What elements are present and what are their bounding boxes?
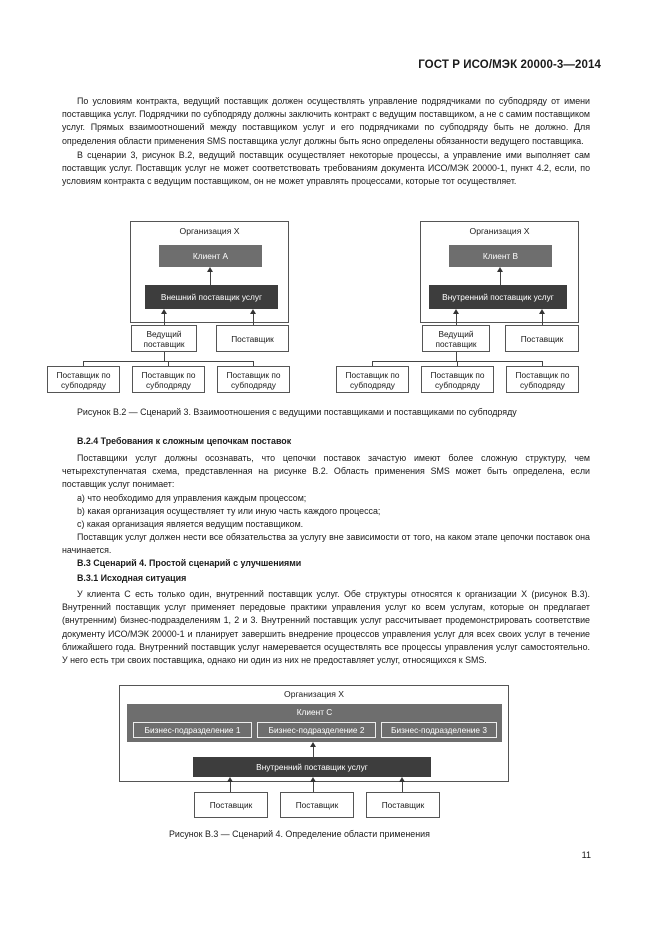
connector <box>313 782 314 792</box>
figure-b3-caption: Рисунок В.3 — Сценарий 4. Определение области применения <box>169 829 430 839</box>
connector <box>164 314 165 325</box>
org-title-right: Организация X <box>469 226 530 236</box>
section-heading-b3: В.3 Сценарий 4. Простой сценарий с улучшениями <box>77 558 302 568</box>
connector <box>253 314 254 325</box>
org-title-b3: Организация X <box>284 689 344 699</box>
section-heading-b24: В.2.4 Требования к сложным цепочкам поставок <box>77 436 292 446</box>
paragraph-3: Поставщики услуг должны осознавать, что цепочки поставок зачастую имеют более сложную структуру, чем четырехступенчатая схема, представленная на рисунке В.2. Область применения SMS может быть определена, если поставщик услуг понимает: <box>62 453 590 490</box>
subcontractor-box-left-3: Поставщик по субподряду <box>217 366 290 393</box>
business-unit-3: Бизнес-подразделение 3 <box>381 722 497 738</box>
arrow-up-icon <box>310 777 316 782</box>
arrow-up-icon <box>539 309 545 314</box>
client-a-box: Клиент А <box>159 245 262 267</box>
paragraph-2: В сценарии 3, рисунок В.2, ведущий поставщик осуществляет некоторые процессы, а управление ими выполняет сам поставщик услуг. Поставщик услуг не может соответствовать требованиям документа ИСО/МЭК 20000-1, пункт 4.2, если, по условиям контракта с ведущим поставщиком, он не может управлять процессами, которые тот осуществляет. <box>62 149 590 187</box>
internal-provider-box: Внутренний поставщик услуг <box>429 285 567 309</box>
client-b-box: Клиент В <box>449 245 552 267</box>
section-heading-b31: В.3.1 Исходная ситуация <box>77 573 187 583</box>
list-item-a: a) что необходимо для управления каждым процессом; <box>77 492 307 503</box>
connector <box>210 272 211 285</box>
arrow-up-icon <box>161 309 167 314</box>
connector <box>402 782 403 792</box>
supplier-box-b3-2: Поставщик <box>280 792 354 818</box>
figure-b2-caption: Рисунок В.2 — Сценарий 3. Взаимоотношения с ведущими поставщиками и поставщиками по субподряду <box>77 407 517 417</box>
page-number: 11 <box>581 850 591 860</box>
list-item-b: b) какая организация осуществляет ту или иную часть каждого процесса; <box>77 505 381 516</box>
arrow-up-icon <box>227 777 233 782</box>
paragraph-4: Поставщик услуг должен нести все обязательства за услугу вне зависимости от того, на каком этапе цепочки поставок она начинается. <box>62 532 590 556</box>
subcontractor-box-right-1: Поставщик по субподряду <box>336 366 409 393</box>
section-b31-text <box>62 588 590 667</box>
subcontractor-box-left-1: Поставщик по субподряду <box>47 366 120 393</box>
arrow-up-icon <box>207 267 213 272</box>
connector <box>230 782 231 792</box>
supplier-box-b3-1: Поставщик <box>194 792 268 818</box>
business-unit-2: Бизнес-подразделение 2 <box>257 722 376 738</box>
supplier-box-left: Поставщик <box>216 325 289 352</box>
paragraph-1: По условиям контракта, ведущий поставщик должен осуществлять управление подрядчиками по субподряду от имени поставщика услуг. Подрядчики по субподряду должны заключить контракт с ведущим поставщиком, а не с самим поставщиком услуг. Прямых взаимоотношений между поставщиком услуг и его подрядчиками по субподряду быть не должно. Для определения области применения SMS поставщика услуг должны быть ясно определены обязанности ведущего поставщика. <box>62 96 590 146</box>
connector <box>456 352 457 361</box>
business-unit-1: Бизнес-подразделение 1 <box>133 722 252 738</box>
document-header: ГОСТ Р ИСО/МЭК 20000-3—2014 <box>418 59 601 71</box>
list-item-c: c) какая организация является ведущим поставщиком. <box>77 519 304 530</box>
lead-supplier-box-left <box>131 325 197 352</box>
connector <box>164 352 165 361</box>
supplier-box-right: Поставщик <box>505 325 579 352</box>
arrow-up-icon <box>250 309 256 314</box>
paragraph-5: У клиента С есть только один, внутренний поставщик услуг. Обе структуры относятся к организации X (рисунок В.3). Внутренний поставщик услуг применяет передовые практики управления услуг ко всем услугам, которые он предлагает (внутренним) бизнес-подразделениям 1, 2 и 3. Внутренний поставщик услуг рассчитывает продемонстрировать соответствие документу ИСО/МЭК 20000-1 и планирует завершить внедрение процессов управления услуг для всех своих услуг в течение ближайшего года. Внутренний поставщик услуг намеревается осуществлять все процессы управления услуг самостоятельно. У него есть три своих поставщика, однако ни один из них не предоставляет услуг, относящихся к SMS. <box>62 589 590 666</box>
external-provider-box: Внешний поставщик услуг <box>145 285 278 309</box>
client-c-label: Клиент С <box>296 707 333 717</box>
arrow-up-icon <box>399 777 405 782</box>
intro-text <box>62 95 590 188</box>
connector <box>456 314 457 325</box>
internal-provider-box-b3: Внутренний поставщик услуг <box>193 757 431 777</box>
lead-supplier-label: Ведущий поставщик <box>435 328 477 349</box>
subcontractor-box-right-3: Поставщик по субподряду <box>506 366 579 393</box>
lead-supplier-box-right <box>422 325 490 352</box>
connector <box>542 314 543 325</box>
subcontractor-box-right-2: Поставщик по субподряду <box>421 366 494 393</box>
arrow-up-icon <box>310 742 316 747</box>
arrow-up-icon <box>453 309 459 314</box>
subcontractor-box-left-2: Поставщик по субподряду <box>132 366 205 393</box>
supplier-box-b3-3: Поставщик <box>366 792 440 818</box>
connector <box>313 747 314 757</box>
arrow-up-icon <box>497 267 503 272</box>
connector <box>500 272 501 285</box>
lead-supplier-label: Ведущий поставщик <box>143 328 185 349</box>
org-title-left: Организация X <box>179 226 240 236</box>
section-b24-text <box>62 452 590 558</box>
